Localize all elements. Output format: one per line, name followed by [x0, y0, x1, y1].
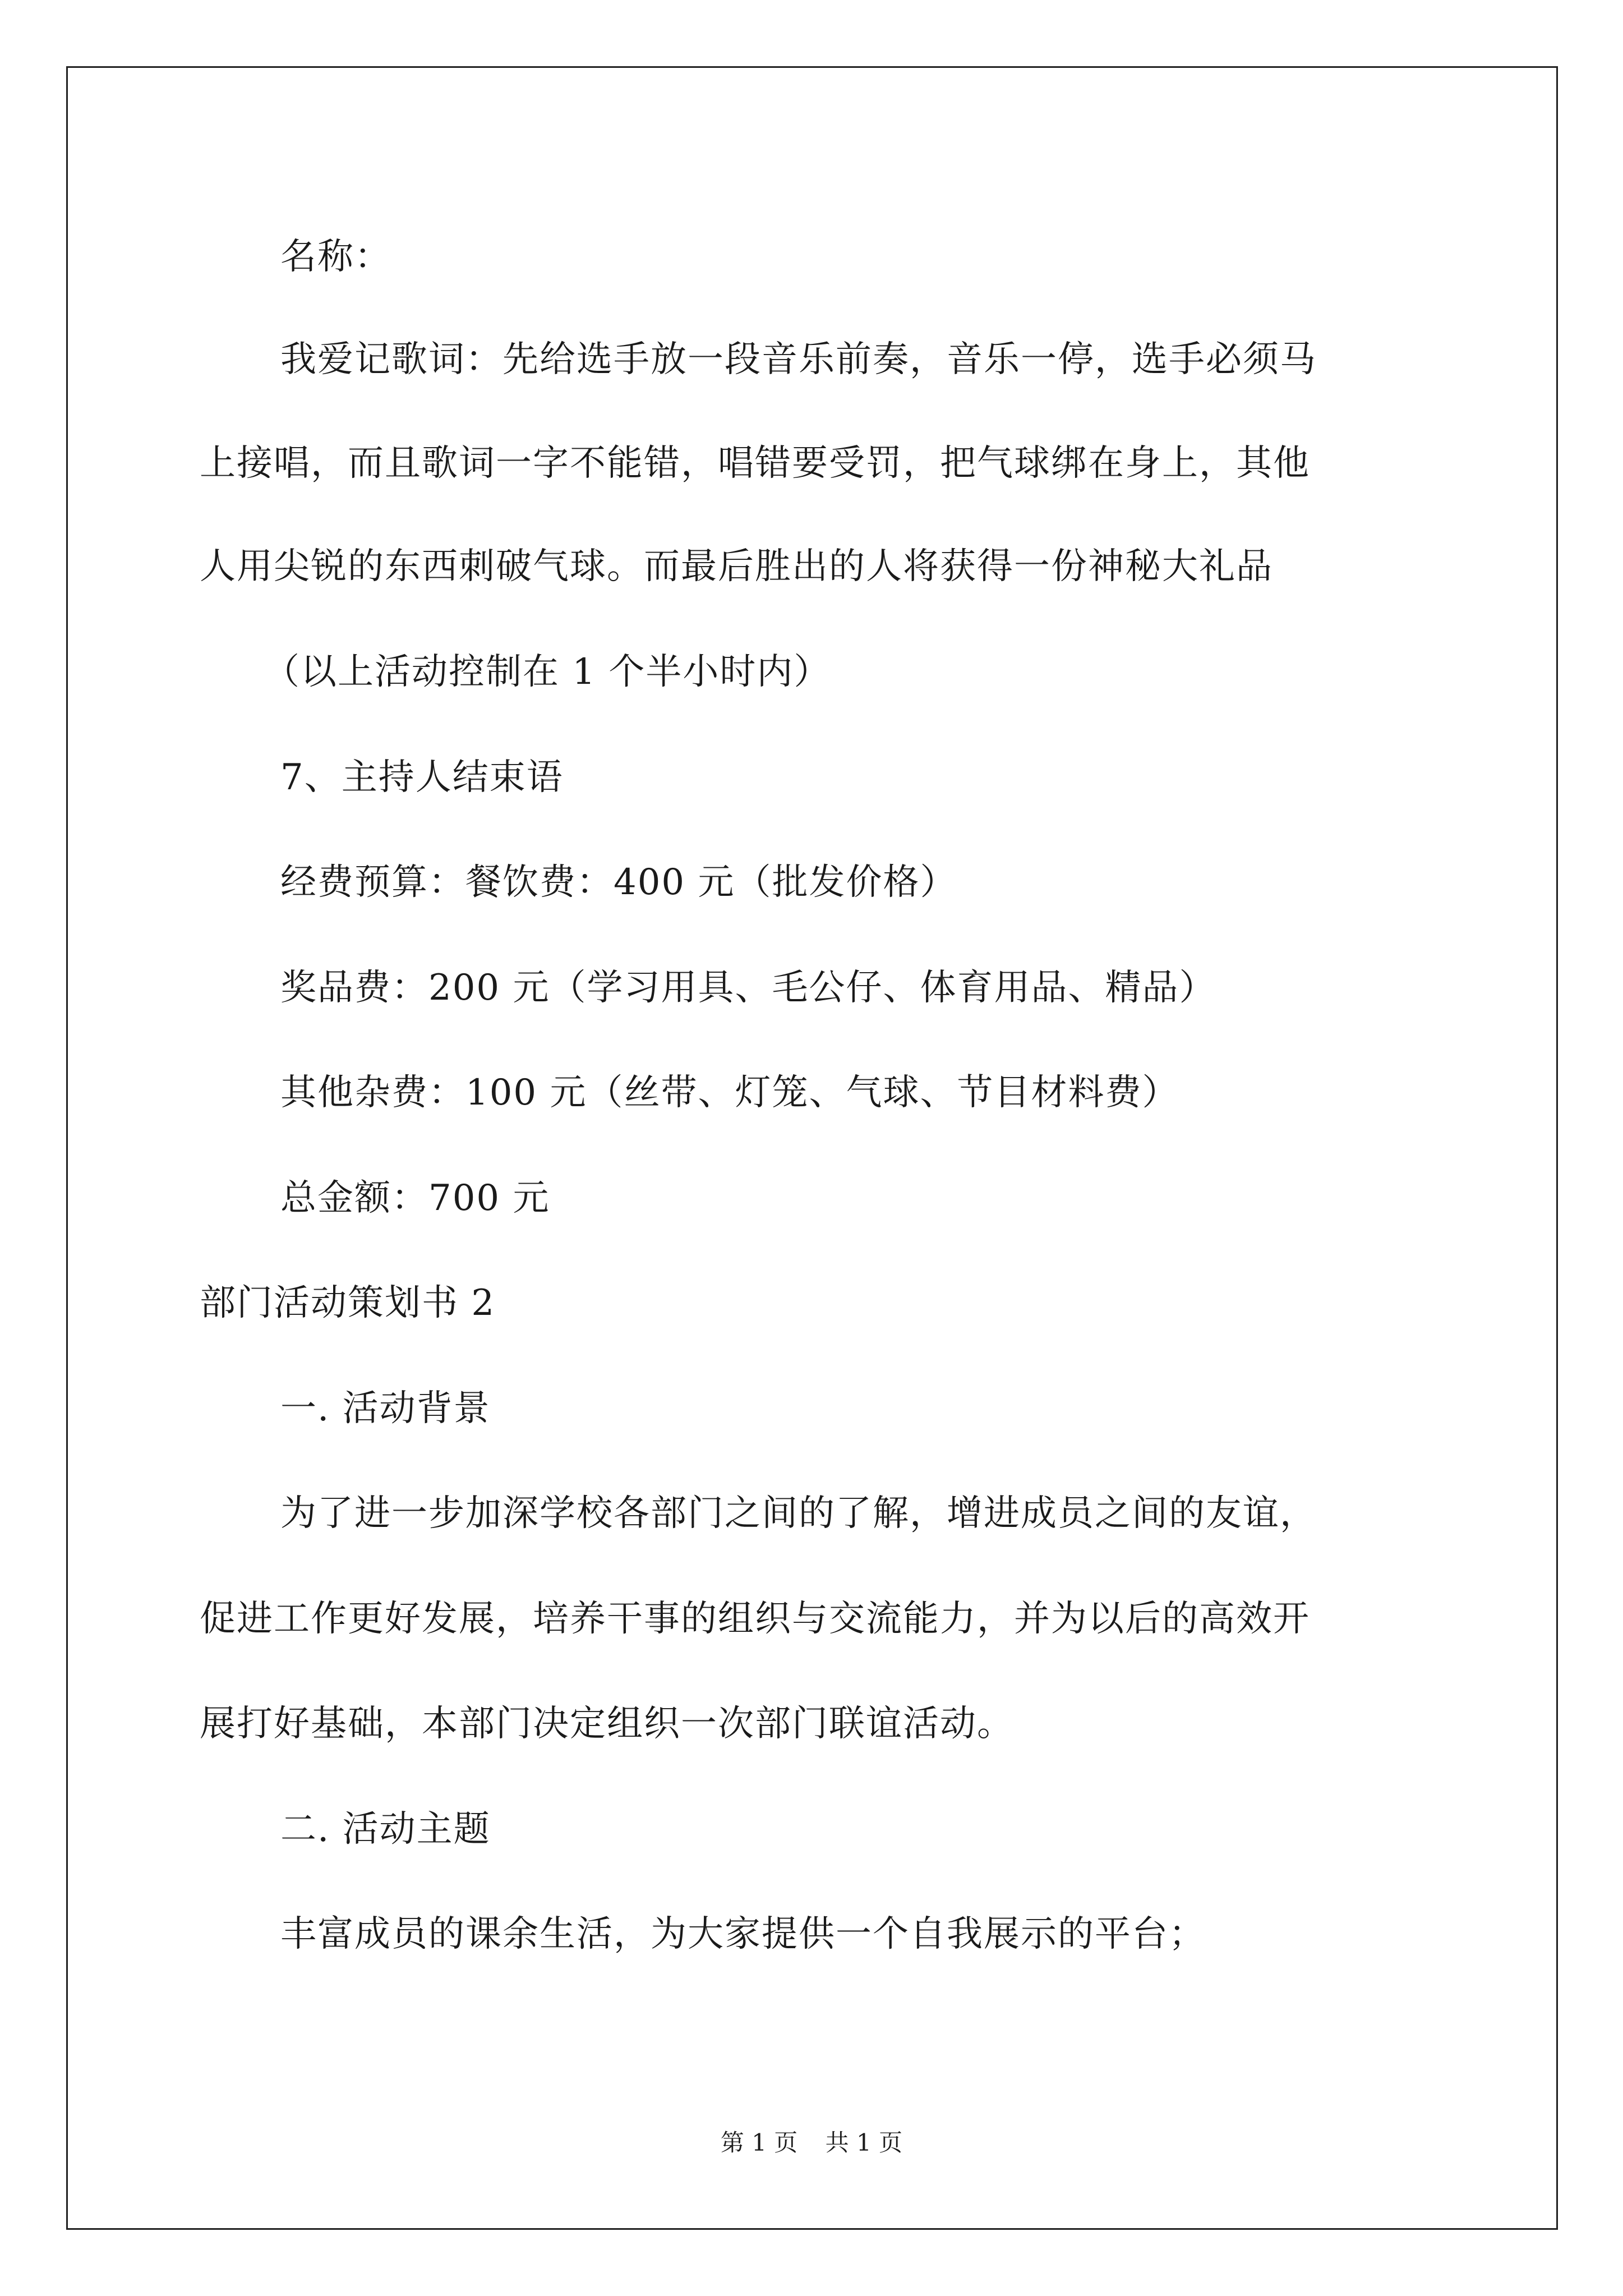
text-line-time-limit: （以上活动控制在 1 个半小时内） [264, 651, 831, 693]
page-border [66, 66, 1558, 2230]
text-line-lyrics-3: 人用尖锐的东西刺破气球。而最后胜出的人将获得一份神秘大礼品 [200, 546, 1273, 587]
text-line-host-closing: 7、主持人结束语 [280, 757, 564, 798]
text-line-budget-total: 总金额：700 元 [280, 1177, 550, 1219]
text-line-lyrics-2: 上接唱，而且歌词一字不能错，唱错要受罚，把气球绑在身上，其他 [200, 443, 1310, 484]
heading-activity-background: 一. 活动背景 [280, 1388, 491, 1429]
text-line-budget-misc: 其他杂费：100 元（丝带、灯笼、气球、节目材料费） [280, 1072, 1179, 1114]
text-line-background-3: 展打好基础，本部门决定组织一次部门联谊活动。 [200, 1703, 1014, 1745]
page-footer [0, 2126, 1623, 2160]
text-line-budget-prizes: 奖品费：200 元（学习用具、毛公仔、体育用品、精品） [280, 967, 1216, 1009]
text-line-budget-food: 经费预算：餐饮费：400 元（批发价格） [280, 862, 957, 903]
heading-activity-theme: 二. 活动主题 [280, 1809, 491, 1850]
text-line-lyrics-1: 我爱记歌词：先给选手放一段音乐前奏，音乐一停，选手必须马 [280, 339, 1317, 380]
text-line-name-label: 名称： [280, 236, 391, 278]
section-title-plan-2: 部门活动策划书 2 [200, 1282, 496, 1324]
page-number: 第 1 页 [720, 2129, 798, 2156]
text-line-background-1: 为了进一步加深学校各部门之间的了解，增进成员之间的友谊， [280, 1493, 1317, 1534]
text-line-theme-1: 丰富成员的课余生活，为大家提供一个自我展示的平台； [280, 1913, 1206, 1955]
page-total: 共 1 页 [825, 2129, 903, 2156]
text-line-background-2: 促进工作更好发展，培养干事的组织与交流能力，并为以后的高效开 [200, 1598, 1310, 1640]
